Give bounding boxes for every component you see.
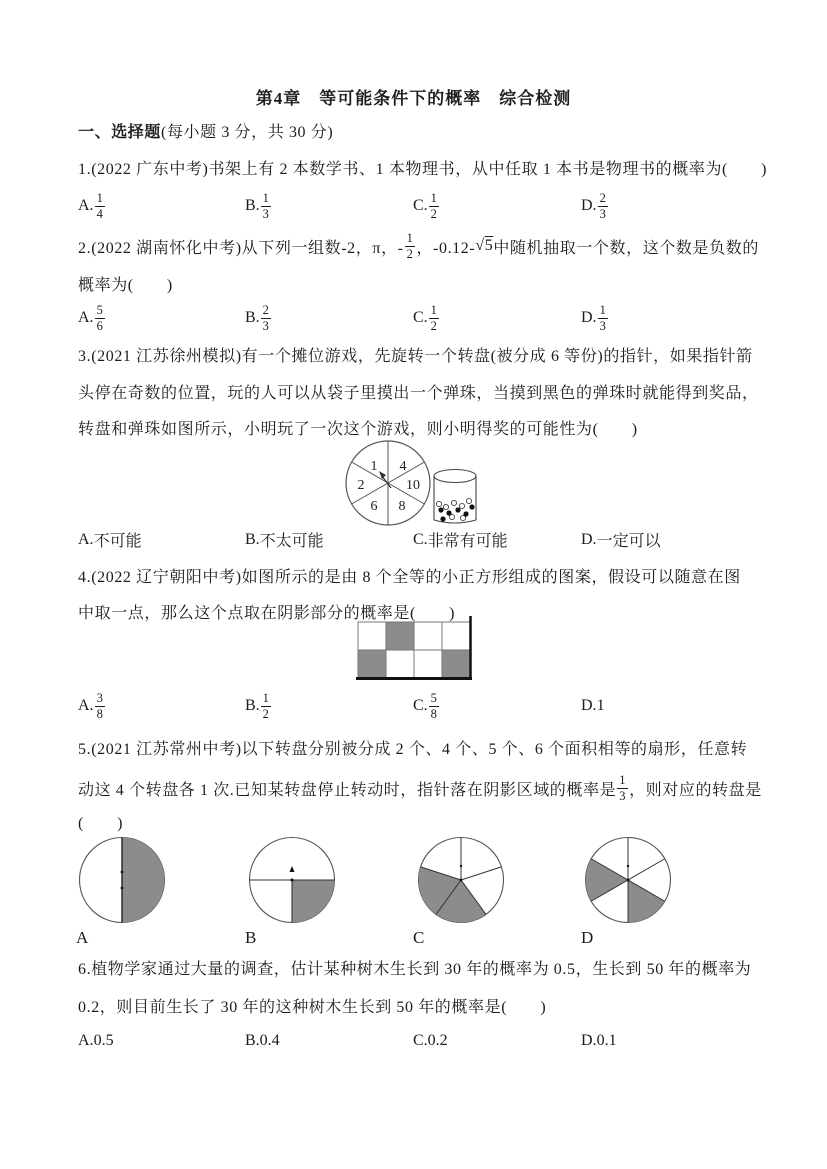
option-label: C. <box>413 197 428 214</box>
black-marble <box>438 507 443 512</box>
option-label: B. <box>245 197 260 214</box>
q2-options <box>78 300 778 336</box>
option-label: D. <box>581 530 597 548</box>
option-label: A. <box>78 530 94 548</box>
q5-line2-pre: 动这 4 个转盘各 1 次.已知某转盘停止转动时，指针落在阴影区域的概率是 <box>78 781 617 799</box>
q6-option-a <box>78 1032 245 1050</box>
q4-option-d <box>581 697 778 715</box>
section-heading-bold: 一、选择题 <box>78 124 162 141</box>
q4-text-line1: 4.(2022 辽宁朝阳中考)如图所示的是由 8 个全等的小正方形组成的图案，假设可以随意在图 <box>78 569 741 586</box>
shaded-cell <box>386 622 414 650</box>
option-label: A. <box>78 1032 94 1049</box>
fraction <box>598 303 608 334</box>
q1-options <box>78 188 778 224</box>
option-label: B. <box>245 1032 260 1049</box>
fraction-denominator: 4 <box>96 206 103 221</box>
fraction <box>405 231 416 262</box>
q5-text-line3: ( ) <box>78 815 124 832</box>
option-label: D. <box>581 697 597 714</box>
q6-options <box>78 1030 778 1052</box>
q4-options <box>78 688 778 724</box>
q4-figure <box>356 616 474 687</box>
fraction-numerator: 1 <box>430 302 437 317</box>
q3-option-b <box>245 528 413 551</box>
jar-bottom <box>434 520 476 523</box>
option-text: 0.2 <box>427 1032 448 1049</box>
black-marble <box>469 504 474 509</box>
white-marble <box>436 501 441 506</box>
spinner-label-d: D <box>581 928 594 947</box>
fraction-numerator: 2 <box>599 190 606 205</box>
q6-option-d <box>581 1032 778 1050</box>
option-text: 一定可以 <box>596 533 661 550</box>
option-text: 1 <box>596 697 605 714</box>
q5-line2-post: ，则对应的转盘是 <box>629 781 762 799</box>
fraction-denominator: 8 <box>430 706 437 721</box>
q4-option-b <box>245 691 413 722</box>
fraction <box>617 773 628 804</box>
q1-option-d <box>581 191 778 222</box>
option-label: C. <box>413 697 428 714</box>
q2-seg3: 中随机抽取一个数，这个数是负数的 <box>493 239 759 257</box>
white-marble <box>443 504 448 509</box>
fraction-numerator: 1 <box>96 190 103 205</box>
fraction <box>95 303 105 334</box>
q6-text-line1: 6.植物学家通过大量的调查，估计某种树木生长到 30 年的概率为 0.5，生长到 50 年的概率为 <box>78 961 752 978</box>
option-text: 非常有可能 <box>427 533 508 550</box>
shaded-cell <box>442 650 470 678</box>
pointer-dot <box>627 865 629 867</box>
pointer-dot <box>460 865 462 867</box>
fraction-numerator: 5 <box>430 690 437 705</box>
fraction <box>429 303 439 334</box>
q2-text-line1 <box>78 226 798 266</box>
spinner-number: 8 <box>398 499 406 514</box>
q4-option-c <box>413 691 581 722</box>
option-label: D. <box>581 197 597 214</box>
fraction-denominator: 3 <box>262 206 269 221</box>
fraction-numerator: 3 <box>96 690 103 705</box>
spinner-label-c: C <box>413 928 425 947</box>
q4-text-line2: 中取一点，那么这个点取在阴影部分的概率是( ) <box>78 605 456 622</box>
q1-option-a <box>78 191 245 222</box>
q3-option-d <box>581 528 778 551</box>
option-text: 0.5 <box>93 1032 114 1049</box>
spinner-d-svg <box>584 836 672 924</box>
fraction-denominator: 3 <box>599 206 606 221</box>
black-marble <box>463 511 468 516</box>
q3-spinner-and-jar <box>345 440 485 528</box>
fraction-denominator: 6 <box>96 318 103 333</box>
q4-option-a <box>78 691 245 722</box>
section-heading <box>78 119 778 142</box>
q3-text-line3: 转盘和弹珠如图所示，小明玩了一次这个游戏，则小明得奖的可能性为( ) <box>78 421 638 438</box>
option-label: A. <box>78 197 94 214</box>
q3-figure <box>345 440 485 533</box>
spinner-a-svg <box>78 836 166 924</box>
sqrt-radicand: 5 <box>484 237 494 254</box>
center-dot <box>627 879 630 882</box>
q3-option-c <box>413 528 581 551</box>
black-marble <box>455 507 460 512</box>
shaded-cell <box>358 650 386 678</box>
option-label: B. <box>245 530 260 548</box>
spinner-number: 6 <box>370 499 378 514</box>
q5-text-line2 <box>78 768 798 808</box>
option-text: 不可能 <box>93 533 142 550</box>
fraction-denominator: 8 <box>96 706 103 721</box>
fraction-denominator: 2 <box>430 206 437 221</box>
q6-text-line2: 0.2，则目前生长了 30 年的这种树木生长到 50 年的概率是( ) <box>78 999 547 1016</box>
fraction <box>95 691 105 722</box>
q2-option-d <box>581 303 778 334</box>
center-dot <box>460 879 463 882</box>
q3-text-line1: 3.(2021 江苏徐州模拟)有一个摊位游戏，先旋转一个转盘(被分成 6 等份)的指针，如果指针箭 <box>78 348 753 365</box>
center-dot <box>121 887 124 890</box>
white-marble <box>451 500 456 505</box>
fraction-numerator: 1 <box>262 190 269 205</box>
q5-text-line1: 5.(2021 江苏常州中考)以下转盘分别被分成 2 个、4 个、5 个、6 个面积相等的扇形，任意转 <box>78 741 748 758</box>
center-dot <box>121 871 124 874</box>
fraction-denominator: 3 <box>599 318 606 333</box>
q5-spinner-a <box>78 836 166 929</box>
option-label: D. <box>581 309 597 326</box>
q2-text-line2: 概率为( ) <box>78 277 173 294</box>
option-label: C. <box>413 309 428 326</box>
fraction-denominator: 2 <box>262 706 269 721</box>
fraction-numerator: 1 <box>430 190 437 205</box>
option-label: A. <box>78 309 94 326</box>
q2-option-b <box>245 303 413 334</box>
fraction <box>261 191 271 222</box>
fraction-numerator: 1 <box>262 690 269 705</box>
q4-grid <box>356 616 474 682</box>
fraction-denominator: 3 <box>619 788 627 803</box>
fraction-denominator: 3 <box>262 318 269 333</box>
q5-spinner-d <box>584 836 672 929</box>
q3-text-line2: 头停在奇数的位置，玩的人可以从袋子里摸出一个弹珠，当摸到黑色的弹珠时就能得到奖品， <box>78 385 759 402</box>
q2-seg2: ，-0.12- <box>416 239 476 257</box>
option-text: 0.1 <box>596 1032 617 1049</box>
option-text: 0.4 <box>259 1032 280 1049</box>
black-marble <box>446 510 451 515</box>
spinner-number: 4 <box>399 459 407 474</box>
q6-option-b <box>245 1032 413 1050</box>
jar-top <box>434 470 476 483</box>
spinner-number: 2 <box>357 478 365 493</box>
q5-spinner-b <box>248 836 336 929</box>
sqrt-sign: √ <box>475 237 485 254</box>
q3-options <box>78 528 778 550</box>
fraction-numerator: 1 <box>599 302 606 317</box>
fraction <box>261 303 271 334</box>
option-text: 不太可能 <box>259 533 324 550</box>
page-title: 第4章 等可能条件下的概率 综合检测 <box>255 89 572 108</box>
q2-option-c <box>413 303 581 334</box>
fraction <box>429 691 439 722</box>
fraction <box>598 191 608 222</box>
fraction-numerator: 1 <box>619 772 627 787</box>
q6-option-c <box>413 1032 581 1050</box>
option-label: A. <box>78 697 94 714</box>
shaded-sector <box>292 880 335 923</box>
q1-text: 1.(2022 广东中考)书架上有 2 本数学书、1 本物理书，从中任取 1 本书是物理书的概率为( ) <box>78 161 768 178</box>
fraction-numerator: 5 <box>96 302 103 317</box>
q1-option-b <box>245 191 413 222</box>
fraction-denominator: 2 <box>406 246 414 261</box>
option-label: B. <box>245 697 260 714</box>
white-marble <box>466 498 471 503</box>
q5-spinner-c <box>417 836 505 929</box>
spinner-number: 10 <box>406 478 420 493</box>
option-label: D. <box>581 1032 597 1049</box>
q1-option-c <box>413 191 581 222</box>
option-label: C. <box>413 1032 428 1049</box>
option-label: C. <box>413 530 428 548</box>
fraction <box>429 191 439 222</box>
q3-option-a <box>78 528 245 551</box>
fraction-numerator: 2 <box>262 302 269 317</box>
center-dot <box>291 879 294 882</box>
section-heading-rest: (每小题 3 分，共 30 分) <box>161 124 334 141</box>
black-marble <box>440 516 445 521</box>
option-label: B. <box>245 309 260 326</box>
spinner-number: 1 <box>370 459 378 474</box>
fraction-denominator: 2 <box>430 318 437 333</box>
spinner-b-svg <box>248 836 336 924</box>
q2-option-a <box>78 303 245 334</box>
fraction-numerator: 1 <box>406 230 414 245</box>
white-marble <box>459 503 464 508</box>
fraction <box>95 191 105 222</box>
shaded-sector <box>122 838 164 923</box>
spinner-label-b: B <box>245 928 257 947</box>
spinner-label-a: A <box>76 928 89 947</box>
spinner-c-svg <box>417 836 505 924</box>
fraction <box>261 691 271 722</box>
q2-seg1: 2.(2022 湖南怀化中考)从下列一组数-2，π，- <box>78 239 404 257</box>
